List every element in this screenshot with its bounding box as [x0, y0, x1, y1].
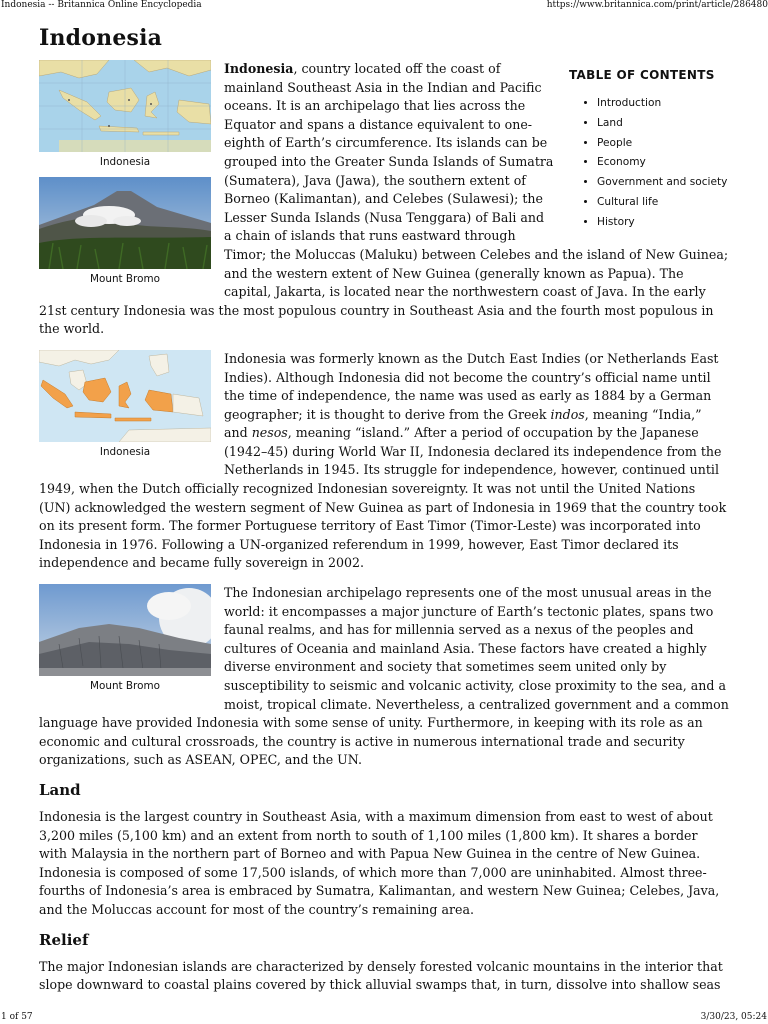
- section-heading-land: Land: [39, 780, 81, 799]
- print-doc-title: Indonesia -- Britannica Online Encyclopedia: [1, 0, 202, 10]
- print-datetime: 3/30/23, 05:24: [700, 1012, 767, 1022]
- toc-item-land[interactable]: • Land: [597, 114, 729, 134]
- history-paragraph: Indonesia was formerly known as the Dutch East Indies (or Netherlands East Indies). Although Indonesia did not become the country’s official name until the time of independence, the name was used as early as 1884 by a German geographer; it is thought to derive from the Greek indos, meaning “India,” and nesos, meaning “island.” After a period of occupation by the Japanese (1942–45) during World War II, Indonesia declared its independence from the Netherlands in 1945. Its struggle for independence, however, continued until 1949, when the Dutch officially recognized Indonesian sovereignty. It was not until the United Nations (UN) acknowledged the western segment of New Guinea as part of Indonesia in 1969 that the country took on its present form. The former Portuguese territory of East Timor (Timor-Leste) was incorporated into Indonesia in 1976. Following a UN-organized referendum in 1999, however, East Timor declared its independence and became fully sovereign in 2002.: [39, 350, 727, 571]
- figure-caption: Indonesia: [99, 156, 151, 168]
- map-of-indonesia-image[interactable]: [39, 60, 211, 152]
- archipelago-section: [39, 584, 729, 770]
- toc-list: [569, 94, 729, 233]
- toc-item-people[interactable]: • People: [597, 134, 729, 154]
- page-title: Indonesia: [39, 25, 163, 51]
- volcano-landscape-image[interactable]: [39, 177, 211, 269]
- intro-figures: [39, 60, 211, 294]
- toc-item-government-and-society[interactable]: • Government and society: [597, 173, 729, 193]
- print-footer: [0, 1012, 768, 1024]
- archipelago-paragraph: The Indonesian archipelago represents one of the most unusual areas in the world: it encompasses a major juncture of Earth’s tectonic plates, spans two faunal realms, and has for millennia served as a nexus of the peoples and cultures of Oceania and mainland Asia. These factors have created a highly diverse environment and society that sometimes seem united only by susceptibility to seismic and volcanic activity, close proximity to the sea, and a moist, tropical climate. Nevertheless, a centralized government and a common language have provided Indonesia with some sense of unity. Furthermore, in keeping with its role as an economic and cultural crossroads, the country is active in numerous international trade and security organizations, such as ASEAN, OPEC, and the UN.: [39, 585, 729, 768]
- figure: [39, 177, 211, 286]
- volcano-crater-image[interactable]: [39, 584, 211, 676]
- toc-item-history[interactable]: • History: [597, 213, 729, 233]
- figure: [39, 584, 211, 693]
- toc-item-cultural-life[interactable]: • Cultural life: [597, 193, 729, 213]
- toc-title: TABLE OF CONTENTS: [569, 68, 715, 82]
- intro-paragraph: Indonesia, country located off the coast of mainland Southeast Asia in the Indian and Pacific oceans. It is an archipelago that lies across the Equator and spans a distance equivalent to one-eighth of Earth’s circumference. Its islands can be grouped into the Greater Sunda Islands of Sumatra (Sumatera), Java (Jawa), the southern extent of Borneo (Kalimantan), and Celebes (Sulawesi); the Lesser Sunda Islands (Nusa Tenggara) of Bali and a chain of islands that runs eastward through Timor; the Moluccas (Maluku) between Celebes and the island of New Guinea; and the western extent of New Guinea (generally known as Papua). The capital, Jakarta, is located near the northwestern coast of Java. In the early 21st century Indonesia was the most populous country in Southeast Asia and the fourth most populous in the world.: [39, 61, 729, 337]
- figure: [39, 60, 211, 169]
- table-of-contents: [569, 68, 729, 233]
- section-heading-relief: Relief: [39, 930, 89, 949]
- toc-item-introduction[interactable]: • Introduction: [597, 94, 729, 114]
- figure-caption: Indonesia: [99, 445, 151, 458]
- figure-caption: Mount Bromo: [90, 273, 160, 285]
- print-header: [0, 0, 768, 12]
- figure-caption: Mount Bromo: [90, 680, 160, 693]
- figure: [39, 350, 211, 459]
- archipelago-figures: [39, 584, 211, 701]
- print-url: https://www.britannica.com/print/article/286480: [546, 0, 768, 10]
- article: [39, 22, 729, 995]
- history-figures: [39, 350, 211, 467]
- lead-term: Indonesia: [224, 61, 294, 76]
- intro-section: [39, 60, 729, 339]
- toc-item-economy[interactable]: • Economy: [597, 153, 729, 173]
- relief-paragraph: The major Indonesian islands are characterized by densely forested volcanic mountains in the interior that slope downward to coastal plains covered by thick alluvial swamps that, in turn, dissolve into shallow seas: [39, 958, 723, 993]
- page-number: 1 of 57: [1, 1012, 33, 1022]
- land-paragraph: Indonesia is the largest country in Southeast Asia, with a maximum dimension from east to west of about 3,200 miles (5,100 km) and an extent from north to south of 1,100 miles (1,800 km). It shares a border with Malaysia in the northern part of Borneo and with Papua New Guinea in the centre of New Guinea. Indonesia is composed of some 17,500 islands, of which more than 7,000 are uninhabited. Almost three-fourths of Indonesia’s area is embraced by Sumatra, Kalimantan, and western New Guinea; Celebes, Java, and the Moluccas account for most of the country’s remaining area.: [39, 808, 720, 917]
- history-section: [39, 350, 729, 573]
- locator-map-image[interactable]: [39, 350, 211, 442]
